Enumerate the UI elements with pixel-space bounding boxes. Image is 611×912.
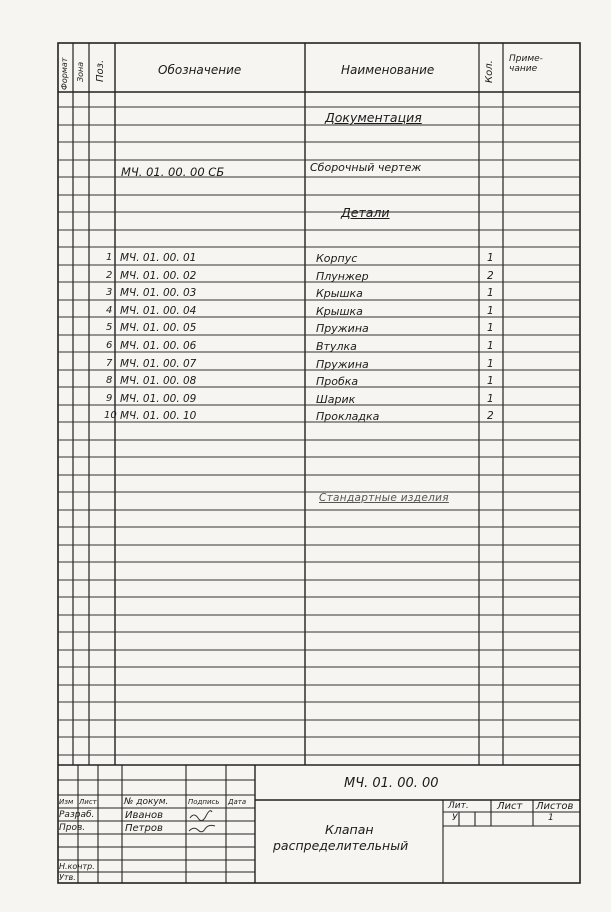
row-designation: МЧ. 01. 00. 03 (120, 287, 197, 300)
row-pos: 10 (104, 410, 117, 422)
row-name: Шарик (316, 392, 356, 406)
header-format: Формат (60, 57, 69, 90)
sheets-label: Листов (536, 801, 574, 812)
assembly-drawing-name: Сборочный чертеж (310, 161, 422, 174)
doc-code: МЧ. 01. 00. 00 (344, 776, 439, 791)
row-qty: 1 (487, 322, 494, 335)
row-designation: МЧ. 01. 00. 07 (120, 357, 197, 370)
row-pos: 4 (106, 304, 113, 316)
title-line2: распределительный (273, 838, 409, 853)
header-zone: Зона (76, 61, 85, 82)
section-documentation: Документация (325, 110, 422, 125)
row-pos: 7 (106, 357, 113, 369)
header-pos: Поз. (95, 59, 106, 82)
row-designation: МЧ. 01. 00. 09 (120, 392, 197, 405)
header-name: Наименование (341, 63, 435, 77)
row-name: Пружина (316, 322, 369, 336)
row-designation: МЧ. 01. 00. 02 (120, 269, 197, 282)
col-sign: Подпись (188, 798, 220, 806)
row-name: Плунжер (316, 269, 369, 283)
row-name: Прокладка (316, 410, 380, 424)
row-designation: МЧ. 01. 00. 04 (120, 304, 197, 317)
utv-label: Утв. (59, 873, 76, 882)
row-name: Крышка (316, 287, 363, 301)
assembly-drawing-designation: МЧ. 01. 00. 00 СБ (121, 165, 225, 179)
col-izm: Изм (59, 798, 74, 806)
row-pos: 6 (106, 340, 113, 351)
col-docnum: № докум. (124, 797, 169, 807)
row-designation: МЧ. 01. 00. 05 (120, 322, 197, 335)
row-pos: 2 (106, 269, 113, 281)
row-name: Корпус (316, 252, 358, 265)
lit-label: Лит. (448, 801, 469, 811)
header-designation: Обозначение (158, 63, 242, 77)
section-standard-parts: Стандартные изделия (319, 492, 449, 504)
row-pos: 5 (106, 322, 113, 334)
row-qty: 1 (487, 375, 494, 388)
col-list: Лист (79, 798, 97, 806)
razrab-name: Иванов (125, 810, 164, 821)
row-pos: 9 (106, 392, 113, 404)
row-designation: МЧ. 01. 00. 06 (120, 340, 197, 352)
title-line1: Клапан (325, 822, 374, 837)
row-designation: МЧ. 01. 00. 10 (120, 410, 197, 423)
nkontr-label: Н.контр. (59, 862, 95, 871)
row-qty: 1 (487, 357, 494, 370)
sheets-value: 1 (548, 813, 554, 823)
row-name: Крышка (316, 304, 363, 318)
col-date: Дата (228, 798, 247, 806)
razrab-label: Разраб. (59, 810, 95, 820)
row-qty: 1 (487, 252, 494, 264)
row-qty: 2 (487, 410, 494, 423)
row-qty: 1 (487, 304, 494, 317)
prov-name: Петров (125, 823, 163, 834)
row-designation: МЧ. 01. 00. 01 (120, 252, 197, 264)
prov-label: Пров. (59, 823, 86, 833)
row-qty: 1 (487, 340, 494, 352)
row-qty: 2 (487, 269, 494, 282)
row-name: Пробка (316, 375, 359, 389)
row-qty: 1 (487, 392, 494, 405)
header-note: Приме- чание (509, 54, 543, 74)
row-qty: 1 (487, 287, 494, 300)
row-name: Втулка (316, 340, 357, 353)
row-pos: 3 (106, 287, 113, 299)
row-pos: 8 (106, 375, 113, 387)
lit-value: У (452, 813, 458, 823)
row-pos: 1 (106, 252, 113, 263)
row-name: Пружина (316, 357, 369, 371)
section-parts: Детали (341, 205, 390, 220)
sheet-label: Лист (497, 801, 523, 812)
header-qty: Кол. (484, 60, 495, 83)
row-designation: МЧ. 01. 00. 08 (120, 375, 197, 388)
